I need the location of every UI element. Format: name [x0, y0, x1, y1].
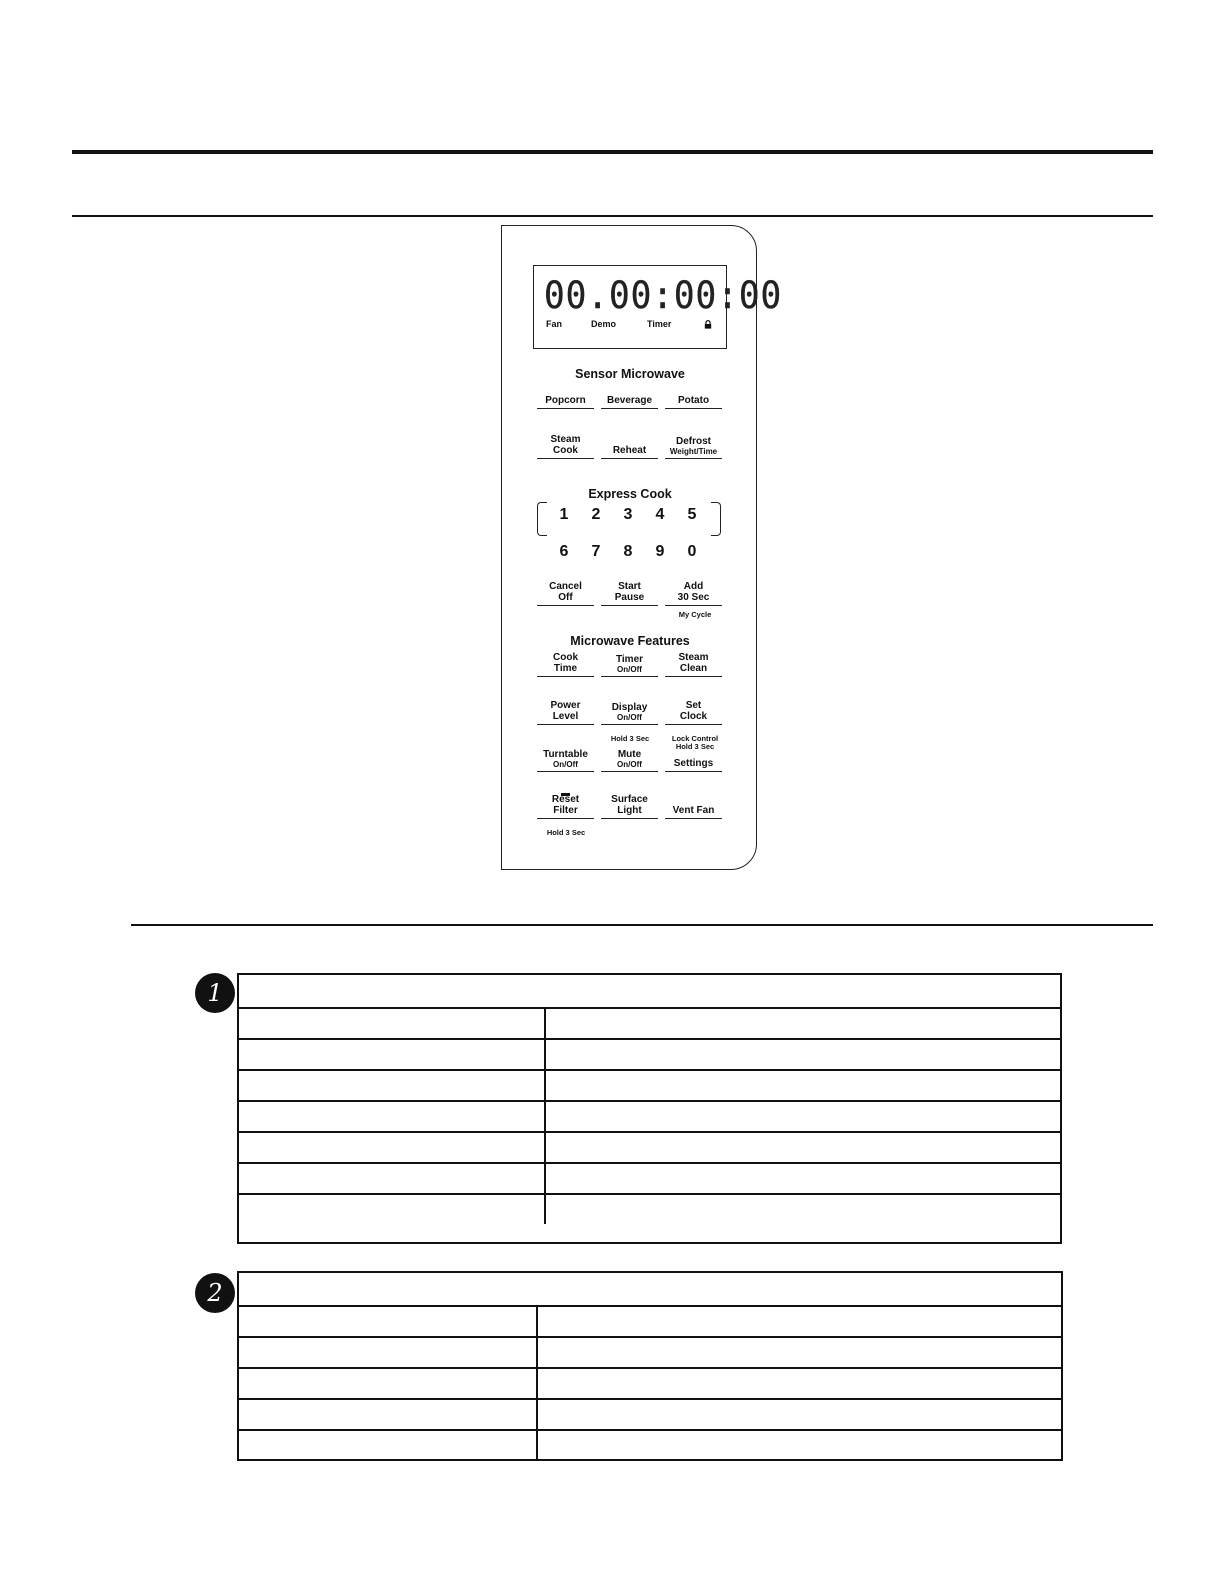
- table-row-divider: [239, 1038, 1060, 1040]
- feature-key-reset: [537, 793, 594, 819]
- control-key-cancel-label: Cancel Off: [549, 581, 582, 603]
- sensor-key-defrost-label: Defrost: [675, 436, 711, 447]
- feature-key-set-label: Set Clock: [679, 700, 708, 722]
- table-row-divider: [239, 1305, 1061, 1307]
- express-number-0: 0: [687, 543, 697, 560]
- table-1: [237, 973, 1062, 1244]
- table-row-divider: [239, 1193, 1060, 1195]
- sensor-microwave-heading: Sensor Microwave: [575, 367, 685, 381]
- table-row-divider: [239, 1429, 1061, 1431]
- lock-icon: [704, 320, 712, 329]
- feature-key-reset-label: Reset Filter: [551, 794, 580, 816]
- sensor-key-potato: [665, 383, 722, 409]
- table-column-divider: [536, 1305, 538, 1460]
- feature-key-display: [601, 699, 658, 725]
- display-digits: 00.00:00:00: [544, 274, 783, 317]
- feature-key-display-sublabel: On/Off: [617, 713, 642, 722]
- feature-key-display-label: Display: [611, 702, 648, 713]
- demo-indicator: Demo: [591, 319, 617, 329]
- feature-key-cook: [537, 651, 594, 677]
- express-number-6: 6: [559, 543, 569, 560]
- express-number-2: 2: [591, 506, 601, 523]
- table-2: [237, 1271, 1063, 1461]
- express-number-8: 8: [623, 543, 633, 560]
- express-bracket-right: [711, 502, 721, 536]
- display-hold-label: Hold 3 Sec: [610, 734, 650, 743]
- header-thin-rule: [72, 215, 1153, 217]
- control-key-cancel: [537, 580, 594, 606]
- my-cycle-label: My Cycle: [678, 610, 712, 619]
- feature-key-settings-label: Settings: [673, 758, 714, 769]
- table-row-divider: [239, 1398, 1061, 1400]
- feature-key-surface: [601, 793, 658, 819]
- control-key-add-label: Add 30 Sec: [677, 581, 710, 603]
- feature-key-mute-label: Mute: [617, 749, 642, 760]
- feature-key-timer-sublabel: On/Off: [617, 665, 642, 674]
- feature-key-timer: [601, 651, 658, 677]
- feature-key-mute: [601, 746, 658, 772]
- table-row-divider: [239, 1162, 1060, 1164]
- microwave-features-heading: Microwave Features: [570, 634, 690, 648]
- express-number-3: 3: [623, 506, 633, 523]
- fan-indicator: Fan: [546, 319, 563, 329]
- sensor-key-reheat-label: Reheat: [612, 445, 647, 456]
- timer-indicator: Timer: [647, 319, 672, 329]
- reset-hold-label: Hold 3 Sec: [546, 828, 586, 837]
- express-number-7: 7: [591, 543, 601, 560]
- sensor-key-potato-label: Potato: [677, 395, 710, 406]
- table-row-divider: [239, 1007, 1060, 1009]
- sensor-key-steam-label: Steam Cook: [550, 434, 581, 456]
- header-thick-rule: [72, 150, 1153, 154]
- feature-key-settings: [665, 746, 722, 772]
- control-key-start-label: Start Pause: [614, 581, 645, 603]
- control-key-add: [665, 580, 722, 606]
- feature-key-vent-fan-label: Vent Fan: [672, 805, 715, 816]
- express-number-9: 9: [655, 543, 665, 560]
- sensor-key-steam: [537, 433, 594, 459]
- express-bracket-left: [537, 502, 547, 536]
- express-cook-heading: Express Cook: [588, 487, 672, 501]
- sensor-key-defrost-sublabel: Weight/Time: [669, 447, 718, 456]
- feature-key-set: [665, 699, 722, 725]
- feature-key-power: [537, 699, 594, 725]
- express-number-4: 4: [655, 506, 665, 523]
- express-number-5: 5: [687, 506, 697, 523]
- sensor-key-popcorn: [537, 383, 594, 409]
- feature-key-steam: [665, 651, 722, 677]
- sensor-key-beverage-label: Beverage: [606, 395, 653, 406]
- table-row-divider: [239, 1069, 1060, 1071]
- sensor-key-reheat: [601, 433, 658, 459]
- section-rule: [131, 924, 1153, 926]
- table-row-divider: [239, 1336, 1061, 1338]
- table-row-divider: [239, 1100, 1060, 1102]
- control-panel-illustration: [501, 225, 783, 870]
- callout-badge-1: 1: [195, 973, 235, 1013]
- express-number-1: 1: [559, 506, 569, 523]
- feature-key-timer-label: Timer: [615, 654, 644, 665]
- lcd-display: [533, 265, 783, 349]
- feature-key-turntable-sublabel: On/Off: [553, 760, 578, 769]
- table-row-divider: [239, 1131, 1060, 1133]
- lock-control-label: Lock Control Hold 3 Sec: [671, 734, 719, 751]
- feature-key-vent-fan: [665, 793, 722, 819]
- feature-key-surface-label: Surface Light: [611, 794, 648, 816]
- sensor-key-beverage: [601, 383, 658, 409]
- control-key-start: [601, 580, 658, 606]
- table-row-divider: [239, 1367, 1061, 1369]
- feature-key-mute-sublabel: On/Off: [617, 760, 642, 769]
- feature-key-steam-label: Steam Clean: [678, 652, 709, 674]
- sensor-key-popcorn-label: Popcorn: [545, 395, 586, 406]
- feature-key-turntable-label: Turntable: [543, 749, 588, 760]
- feature-key-power-label: Power Level: [550, 700, 581, 722]
- feature-key-turntable: [537, 746, 594, 772]
- callout-badge-2: 2: [195, 1273, 235, 1313]
- table-column-divider: [544, 1007, 546, 1224]
- sensor-key-defrost: [665, 433, 722, 459]
- feature-key-cook-label: Cook Time: [553, 652, 578, 674]
